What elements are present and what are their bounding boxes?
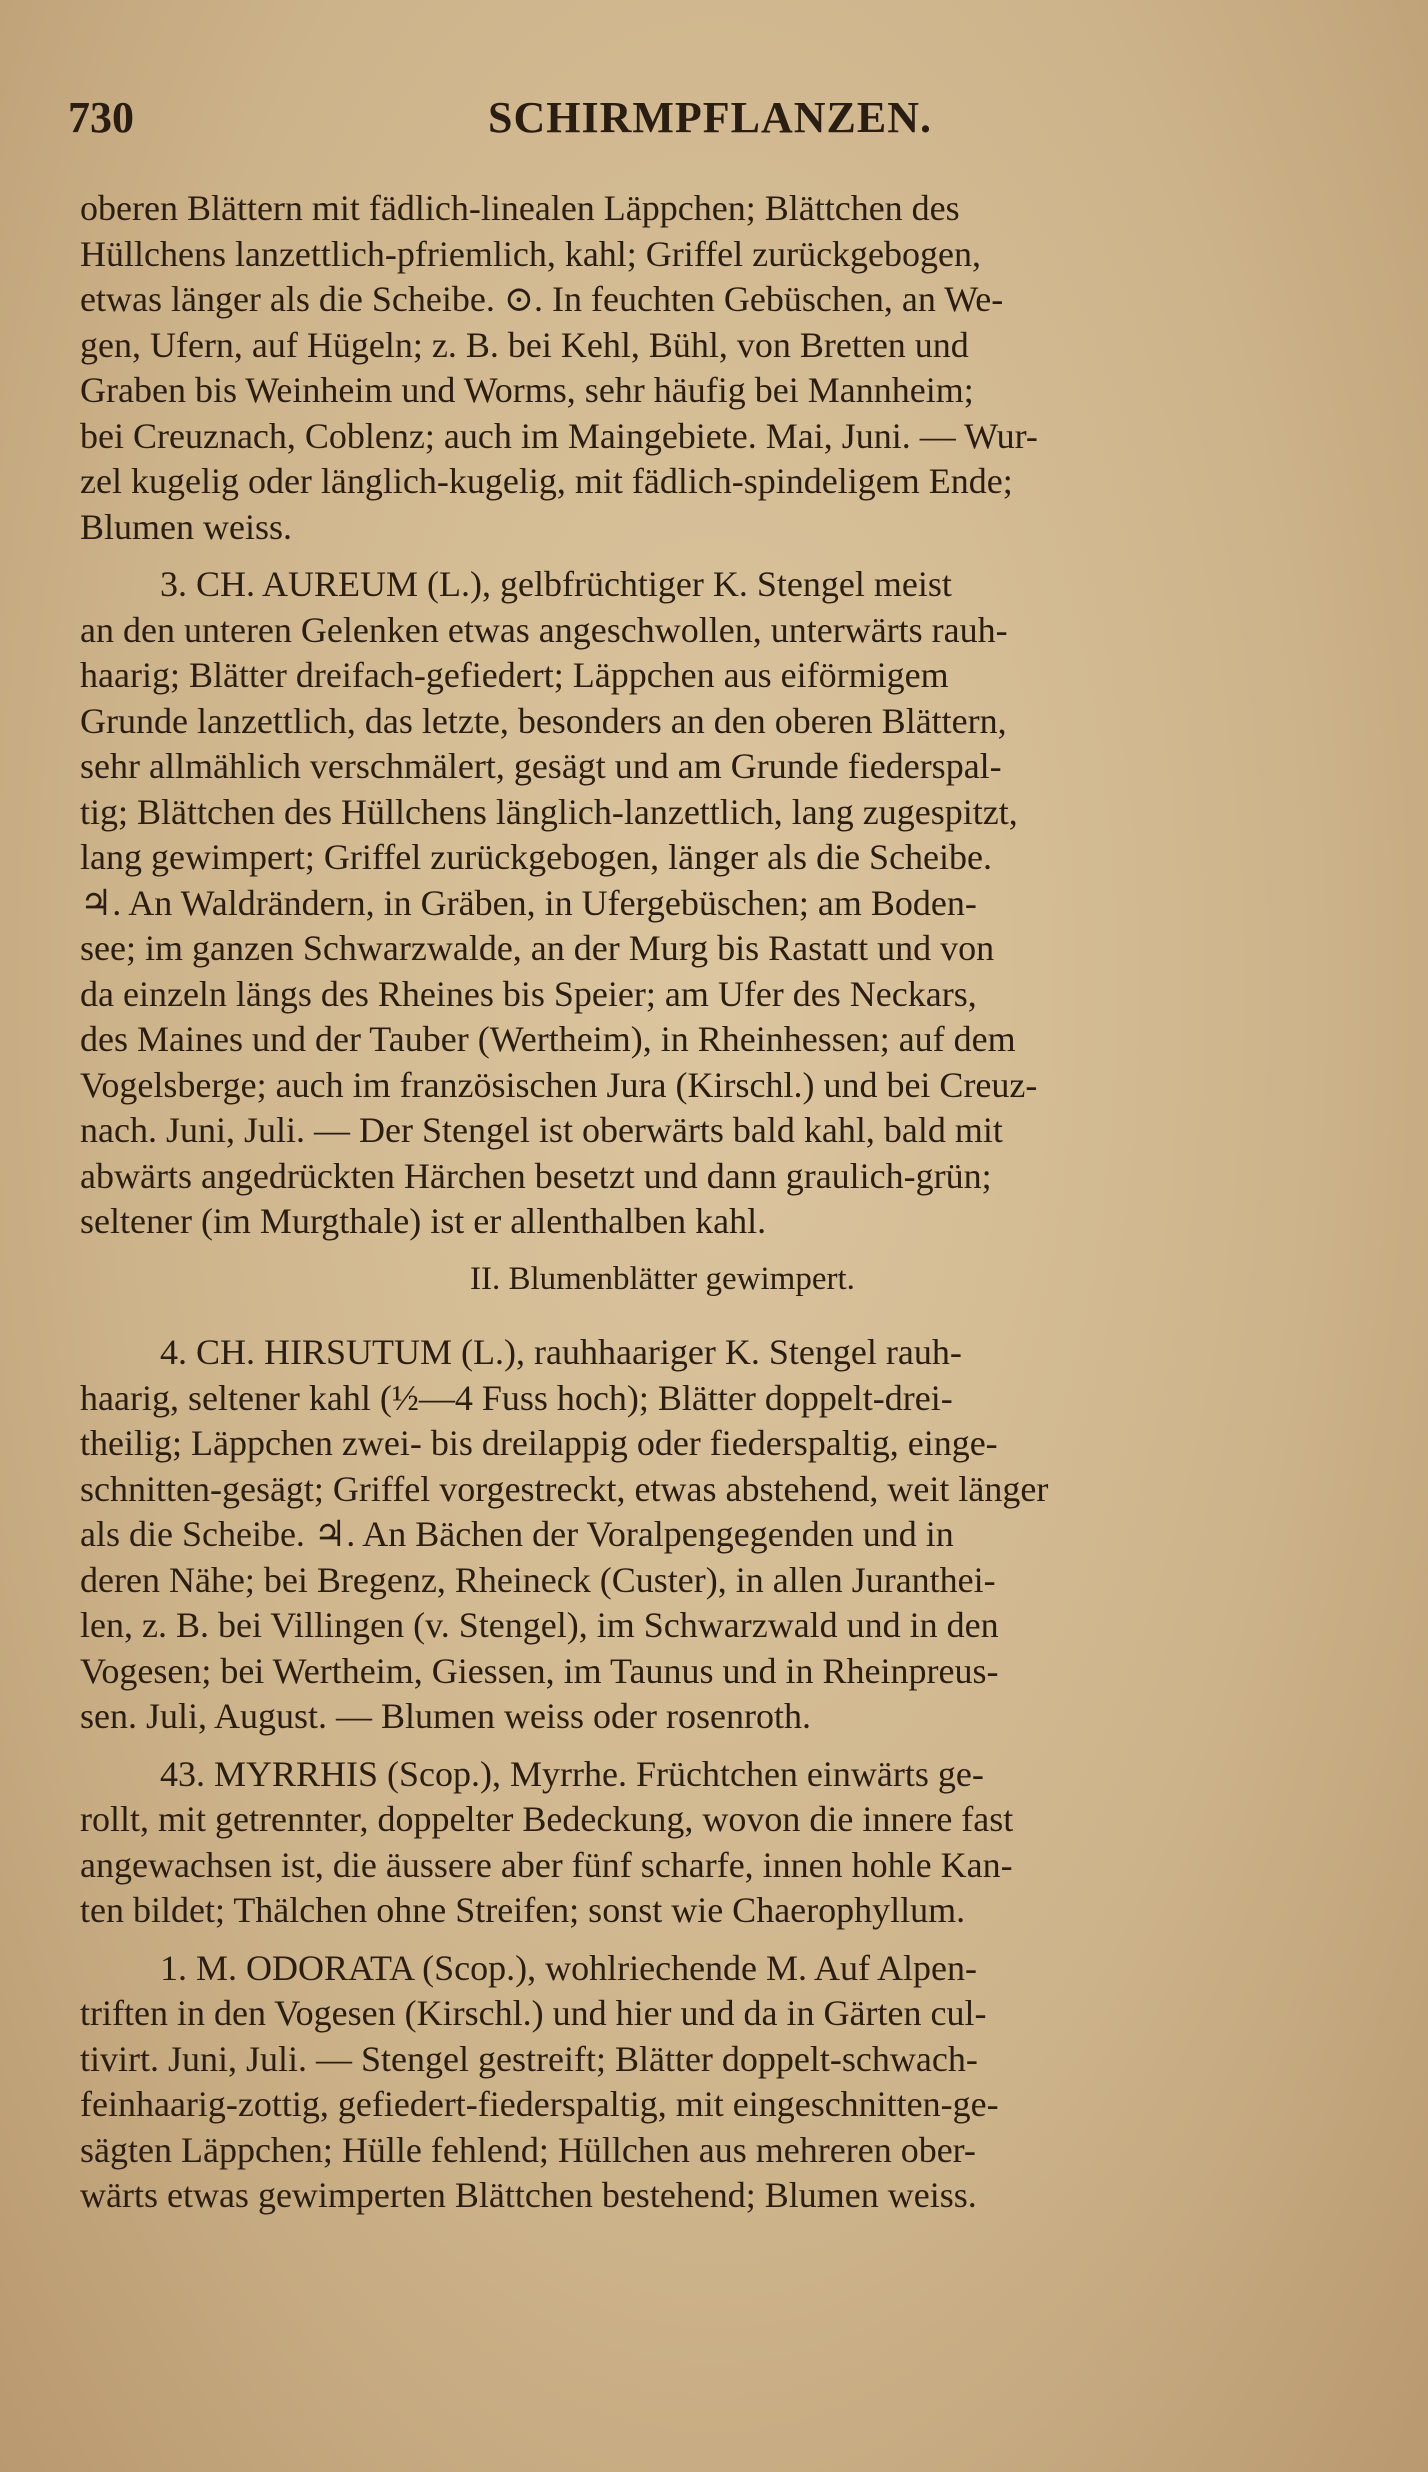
text-line: da einzeln längs des Rheines bis Speier; am Ufer des Neckars, bbox=[80, 973, 977, 1014]
text-line: des Maines und der Tauber (Wertheim), in Rheinhessen; auf dem bbox=[80, 1019, 1016, 1059]
text-line: ten bildet; Thälchen ohne Streifen; sonst wie Chaerophyllum. bbox=[80, 1890, 966, 1930]
text-line: ♃. An Waldrändern, in Gräben, in Ufergebüschen; am Boden- bbox=[80, 882, 977, 923]
paragraph-m-odorata bbox=[80, 1946, 1368, 2219]
text-line: 1. M. ODORATA (Scop.), wohlriechende M. Auf Alpen- bbox=[160, 1947, 978, 1988]
text-line: haarig; Blätter dreifach-gefiedert; Läppchen aus eiförmigem bbox=[80, 655, 949, 695]
text-line: 43. MYRRHIS (Scop.), Myrrhe. Früchtchen einwärts ge- bbox=[160, 1753, 984, 1794]
text-line: oberen Blättern mit fädlich-linealen Läppchen; Blättchen des bbox=[80, 188, 960, 228]
text-line: bei Creuznach, Coblenz; auch im Maingebiete. Mai, Juni. — Wur- bbox=[80, 415, 1038, 456]
text-line: an den unteren Gelenken etwas angeschwollen, unterwärts rauh- bbox=[80, 609, 1008, 650]
paragraph-continued bbox=[80, 186, 1368, 550]
text-line: sägten Läppchen; Hülle fehlend; Hüllchen aus mehreren ober- bbox=[80, 2129, 976, 2170]
text-line: Grunde lanzettlich, das letzte, besonders an den oberen Blättern, bbox=[80, 700, 1007, 741]
text-line: seltener (im Murgthale) ist er allenthalben kahl. bbox=[80, 1201, 767, 1241]
text-line: triften in den Vogesen (Kirschl.) und hier und da in Gärten cul- bbox=[80, 1993, 987, 2033]
paragraph-myrrhis bbox=[80, 1752, 1368, 1934]
text-line: wärts etwas gewimperten Blättchen bestehend; Blumen weiss. bbox=[80, 2175, 977, 2215]
paragraph-ch-aureum bbox=[80, 562, 1368, 1245]
text-line: lang gewimpert; Griffel zurückgebogen, länger als die Scheibe. bbox=[80, 837, 993, 877]
text-line: Blumen weiss. bbox=[80, 506, 292, 547]
text-line: als die Scheibe. ♃. An Bächen der Voralpengegenden und in bbox=[80, 1514, 954, 1554]
page-header bbox=[68, 92, 1368, 152]
text-line: Vogelsberge; auch im französischen Jura (Kirschl.) und bei Creuz- bbox=[80, 1064, 1038, 1105]
text-line: sen. Juli, August. — Blumen weiss oder rosenroth. bbox=[80, 1696, 811, 1736]
section-subheading: II. Blumenblätter gewimpert. bbox=[470, 1260, 855, 1297]
text-line: rollt, mit getrennter, doppelter Bedeckung, wovon die innere fast bbox=[80, 1799, 1014, 1839]
text-line: Hüllchens lanzettlich-pfriemlich, kahl; Griffel zurückgebogen, bbox=[80, 233, 982, 274]
text-line: tivirt. Juni, Juli. — Stengel gestreift; Blätter doppelt-schwach- bbox=[80, 2038, 978, 2079]
page-body bbox=[80, 186, 1368, 2231]
text-line: 3. CH. AUREUM (L.), gelbfrüchtiger K. Stengel meist bbox=[160, 564, 952, 604]
text-line: haarig, seltener kahl (½—4 Fuss hoch); Blätter doppelt-drei- bbox=[80, 1377, 953, 1418]
text-line: see; im ganzen Schwarzwalde, an der Murg bis Rastatt und von bbox=[80, 928, 995, 968]
text-line: sehr allmählich verschmälert, gesägt und am Grunde fiederspal- bbox=[80, 746, 1002, 786]
text-line: feinhaarig-zottig, gefiedert-fiederspaltig, mit eingeschnitten-ge- bbox=[80, 2084, 999, 2124]
text-line: theilig; Läppchen zwei- bis dreilappig oder fiederspaltig, einge- bbox=[80, 1423, 998, 1463]
text-line: Graben bis Weinheim und Worms, sehr häufig bei Mannheim; bbox=[80, 370, 974, 410]
text-line: len, z. B. bei Villingen (v. Stengel), im Schwarzwald und in den bbox=[80, 1605, 999, 1645]
text-line: tig; Blättchen des Hüllchens länglich-lanzettlich, lang zugespitzt, bbox=[80, 791, 1018, 832]
running-title: SCHIRMPFLANZEN. bbox=[488, 93, 933, 142]
page-number: 730 bbox=[68, 93, 134, 142]
text-line: zel kugelig oder länglich-kugelig, mit fädlich-spindeligem Ende; bbox=[80, 461, 1013, 501]
text-line: gen, Ufern, auf Hügeln; z. B. bei Kehl, Bühl, von Bretten und bbox=[80, 324, 969, 365]
text-line: Vogesen; bei Wertheim, Giessen, im Taunus und in Rheinpreus- bbox=[80, 1650, 999, 1691]
text-line: angewachsen ist, die äussere aber fünf scharfe, innen hohle Kan- bbox=[80, 1844, 1013, 1885]
text-line: etwas länger als die Scheibe. ⊙. In feuchten Gebüschen, an We- bbox=[80, 279, 1004, 319]
text-line: schnitten-gesägt; Griffel vorgestreckt, etwas abstehend, weit länger bbox=[80, 1468, 1049, 1509]
paragraph-ch-hirsutum bbox=[80, 1330, 1368, 1740]
text-line: deren Nähe; bei Bregenz, Rheineck (Custer), in allen Juranthei- bbox=[80, 1559, 996, 1600]
text-line: abwärts angedrückten Härchen besetzt und dann graulich-grün; bbox=[80, 1155, 992, 1196]
text-line: 4. CH. HIRSUTUM (L.), rauhhaariger K. Stengel rauh- bbox=[160, 1332, 962, 1372]
text-line: nach. Juni, Juli. — Der Stengel ist oberwärts bald kahl, bald mit bbox=[80, 1110, 1003, 1150]
